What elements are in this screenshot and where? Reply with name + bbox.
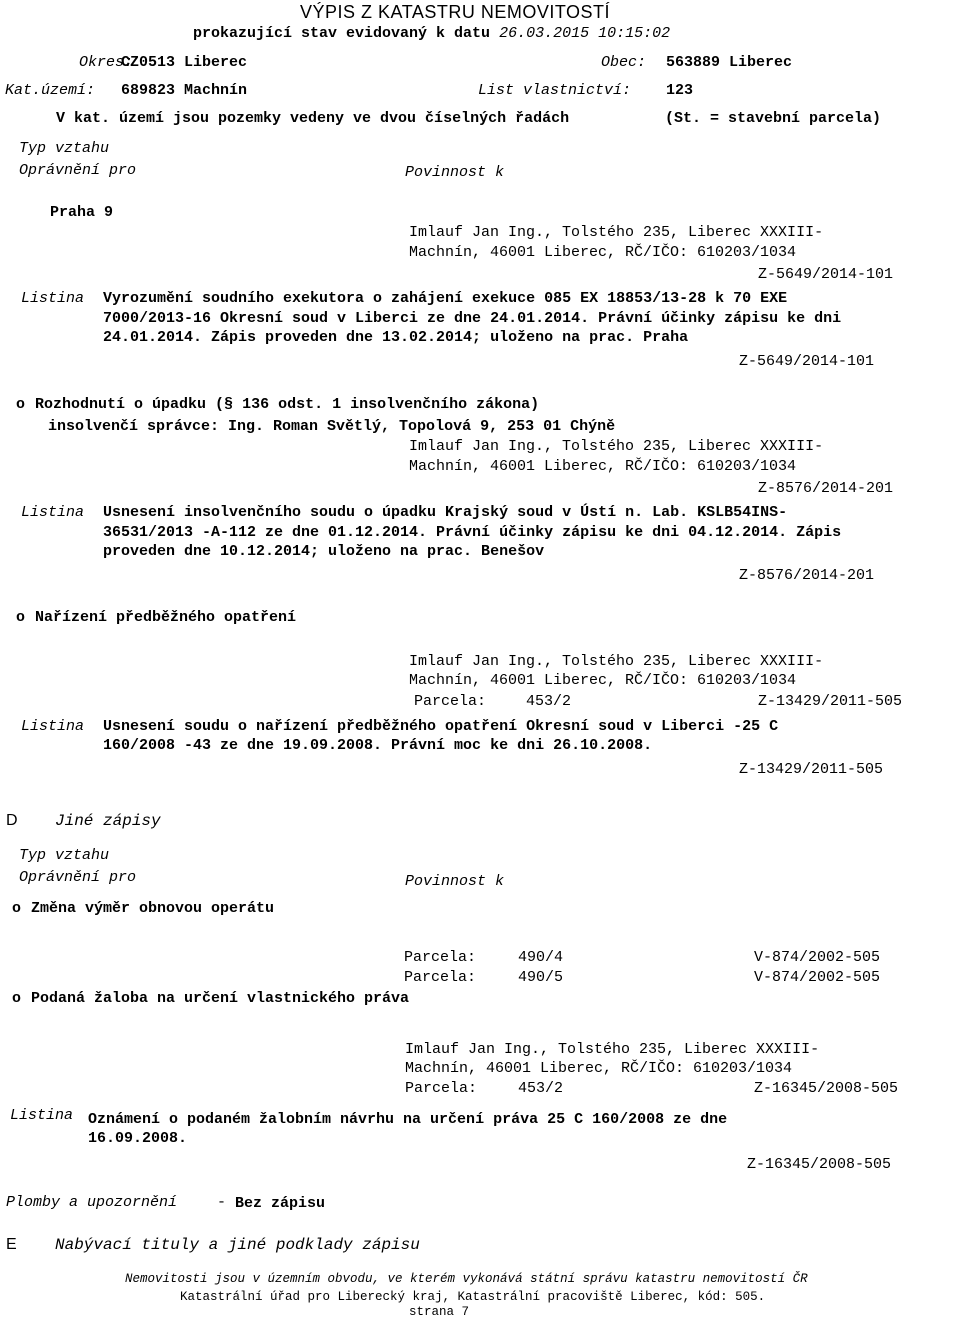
entry3-listina-label: Listina [21, 718, 85, 735]
section-d-column-povinnost: Povinnost k [405, 873, 505, 890]
entry2-listina-line3: proveden dne 10.12.2014; uloženo na prac. Benešov [103, 543, 545, 560]
entry3-parcela-value: 453/2 [526, 693, 572, 710]
okres-value: CZ0513 Liberec [121, 54, 248, 71]
footer-line1: Nemovitosti jsou v územním obvodu, ve kterém vykonává státní správu katastru nemovitostí ČR [125, 1272, 808, 1286]
section-sign-icon: § [224, 396, 234, 413]
entry2-ref2: Z-8576/2014-201 [739, 567, 875, 584]
entry2-owner-line1: Imlauf Jan Ing., Tolstého 235, Liberec XXXIII- [409, 438, 824, 455]
section-d-letter: D [6, 812, 18, 829]
footer-page-number: strana 7 [409, 1305, 470, 1319]
entry2-owner-line2: Machnín, 46001 Liberec, RČ/IČO: 610203/1034 [409, 458, 797, 475]
entry1-ref2: Z-5649/2014-101 [739, 353, 875, 370]
entry1-owner-line1: Imlauf Jan Ing., Tolstého 235, Liberec XXXIII- [409, 224, 824, 241]
section-d-item1-bullet: o [12, 900, 22, 917]
footer-line2: Katastrální úřad pro Liberecký kraj, Katastrální pracoviště Liberec, kód: 505. [180, 1290, 766, 1304]
entry1-listina-label: Listina [21, 290, 85, 307]
section-e-letter: E [6, 1236, 17, 1253]
entry3-ref2: Z-13429/2011-505 [739, 761, 884, 778]
entry3-ref1: Z-13429/2011-505 [758, 693, 903, 710]
section-d-ref2: Z-16345/2008-505 [747, 1156, 892, 1173]
entry3-listina-line2: 160/2008 -43 ze dne 19.09.2008. Právní moc ke dni 26.10.2008. [103, 737, 653, 754]
entry2-ref1: Z-8576/2014-201 [758, 480, 894, 497]
section-d-parcela2-ref: V-874/2002-505 [754, 969, 881, 986]
entry1-listina-line2: 7000/2013-16 Okresní soud v Liberci ze dne 24.01.2014. Právní účinky zápisu ke dni [103, 310, 842, 327]
entry2-title: Rozhodnutí o úpadku (§ 136 odst. 1 insolvenčního zákona) [35, 396, 540, 413]
entry2-listina-line2: 36531/2013 -A-112 ze dne 01.12.2014. Právní účinky zápisu ke dni 04.12.2014. Zápis [103, 524, 842, 541]
section-d-parcela1-value: 490/4 [518, 949, 564, 966]
lv-value: 123 [666, 82, 694, 99]
katuzemi-label: Kat.území: [5, 82, 96, 99]
entry2-listina-line1: Usnesení insolvenčního soudu o úpadku Krajský soud v Ústí n. Lab. KSLB54INS- [103, 504, 788, 521]
plomby-value: Bez zápisu [235, 1195, 326, 1212]
entry3-listina-line1: Usnesení soudu o nařízení předběžného opatření Okresní soud v Liberci -25 C [103, 718, 779, 735]
entry2-bullet: o [16, 396, 26, 413]
entry3-title: Nařízení předběžného opatření [35, 609, 297, 626]
section-e-title: Nabývací tituly a jiné podklady zápisu [55, 1236, 420, 1254]
section-d-parcela2-value: 490/5 [518, 969, 564, 986]
section-d-parcela3-label: Parcela: [405, 1080, 478, 1097]
plomby-label: Plomby a upozornění [6, 1194, 178, 1211]
entry1-beneficiary: Praha 9 [50, 204, 114, 221]
entry2-spravce: insolvenčí správce: Ing. Roman Světlý, Topolová 9, 253 01 Chýně [48, 418, 616, 435]
entry1-owner-line2: Machnín, 46001 Liberec, RČ/IČO: 610203/1034 [409, 244, 797, 261]
entry1-ref1: Z-5649/2014-101 [758, 266, 894, 283]
entry1-listina-line3: 24.01.2014. Zápis proveden dne 13.02.2014; uloženo na prac. Praha [103, 329, 689, 346]
obec-value: 563889 Liberec [666, 54, 793, 71]
katuzemi-value: 689823 Machnín [121, 82, 248, 99]
section-d-parcela3-ref: Z-16345/2008-505 [754, 1080, 899, 1097]
okres-label: Okres: [79, 54, 134, 71]
section-d-parcela1-ref: V-874/2002-505 [754, 949, 881, 966]
entry3-owner-line2: Machnín, 46001 Liberec, RČ/IČO: 610203/1034 [409, 672, 797, 689]
entry3-bullet: o [16, 609, 26, 626]
entry2-listina-label: Listina [21, 504, 85, 521]
column-typ-vztahu: Typ vztahu [19, 140, 110, 157]
header-note: V kat. území jsou pozemky vedeny ve dvou číselných řadách [56, 110, 570, 127]
plomby-dash: - [217, 1194, 227, 1211]
section-d-title: Jiné zápisy [55, 812, 161, 830]
section-d-column-opravneni: Oprávnění pro [19, 869, 137, 886]
section-d-owner-line2: Machnín, 46001 Liberec, RČ/IČO: 610203/1034 [405, 1060, 793, 1077]
section-d-item1-title: Změna výměr obnovou operátu [31, 900, 275, 917]
section-d-listina-line1: Oznámení o podaném žalobním návrhu na určení práva 25 C 160/2008 ze dne [88, 1111, 728, 1128]
obec-label: Obec: [601, 54, 647, 71]
section-d-item2-title: Podaná žaloba na určení vlastnického práva [31, 990, 410, 1007]
header-subtitle: prokazující stav evidovaný k datu 26.03.2015 10:15:02 [193, 25, 671, 42]
entry3-parcela-label: Parcela: [414, 693, 487, 710]
section-d-item2-bullet: o [12, 990, 22, 1007]
lv-label: List vlastnictví: [478, 82, 632, 99]
section-d-owner-line1: Imlauf Jan Ing., Tolstého 235, Liberec XXXIII- [405, 1041, 820, 1058]
section-d-listina-label: Listina [10, 1107, 74, 1124]
section-d-parcela3-value: 453/2 [518, 1080, 564, 1097]
entry3-owner-line1: Imlauf Jan Ing., Tolstého 235, Liberec XXXIII- [409, 653, 824, 670]
header-date: 26.03.2015 10:15:02 [499, 25, 671, 42]
section-d-listina-line2: 16.09.2008. [88, 1130, 188, 1147]
section-d-parcela1-label: Parcela: [404, 949, 477, 966]
column-opravneni-pro: Oprávnění pro [19, 162, 137, 179]
entry1-listina-line1: Vyrozumění soudního exekutora o zahájení exekuce 085 EX 18853/13-28 k 70 EXE [103, 290, 788, 307]
document-title: VÝPIS Z KATASTRU NEMOVITOSTÍ [300, 2, 611, 22]
section-d-column-typ: Typ vztahu [19, 847, 110, 864]
header-note-right: (St. = stavební parcela) [665, 110, 882, 127]
section-d-parcela2-label: Parcela: [404, 969, 477, 986]
column-povinnost-k: Povinnost k [405, 164, 505, 181]
